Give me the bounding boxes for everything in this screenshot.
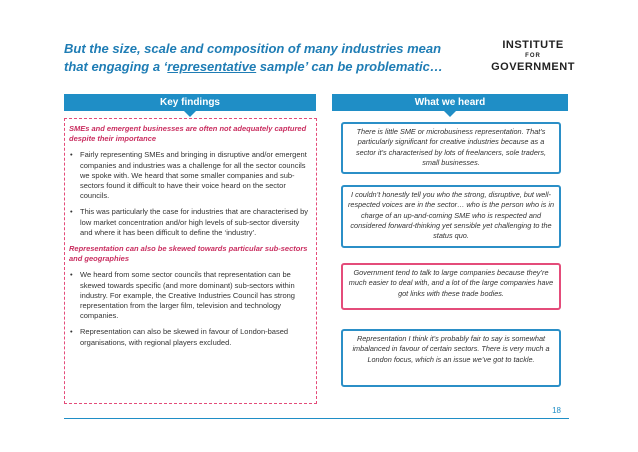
footer-divider xyxy=(64,418,569,419)
section-1-list xyxy=(69,150,312,238)
list-item: • Fairly representing SMEs and bringing in disruptive and/or emergent companies and industries was a challenge for all the sector councils we spoke with. We heard that some smaller companies and sub-sectors found it difficult to have their voice heard on the sector councils. xyxy=(69,150,312,201)
list-item: • Representation can also be skewed in favour of London-based organisations, with regional players excluded. xyxy=(69,327,312,347)
section-2-list xyxy=(69,270,312,347)
page-number: 18 xyxy=(552,406,561,415)
list-item: • This was particularly the case for industries that are characterised by low market concentration and/or high levels of sub-sector diversity and where it has been difficult to define the ‘industry’. xyxy=(69,207,312,238)
section-2-title: Representation can also be skewed towards particular sub-sectors and geographies xyxy=(69,244,308,264)
what-we-heard-header: What we heard xyxy=(332,94,568,111)
key-findings-panel xyxy=(64,118,317,404)
title-line-2 xyxy=(64,58,484,76)
section-1-title: SMEs and emergent businesses are often not adequately captured despite their importance xyxy=(69,124,307,144)
title-underlined-word: representative xyxy=(167,59,257,74)
institute-for-government-logo xyxy=(483,40,583,73)
logo-line-3: GOVERNMENT xyxy=(491,61,575,73)
list-item: • We heard from some sector councils that representation can be skewed towards specific (and more dominant) sub-sectors within industry. For example, the Creative Industries Council has strong representation from the larger film, television and technology companies. xyxy=(69,270,312,321)
title-line-1: But the size, scale and composition of many industries mean xyxy=(64,41,442,56)
title-line-2-end: sample’ can be problematic… xyxy=(256,59,443,74)
quote-box: I couldn’t honestly tell you who the strong, disruptive, but well-respected voices are in the sector… who is the person who is in charge of an up-and-coming SME who is respected and considered forward-thinking yet sensible yet challenging to the status quo. xyxy=(341,185,561,248)
quote-box: There is little SME or microbusiness representation. That’s particularly significant for creative industries because as a sector it’s characterised by lots of freelancers, sole traders, small businesses. xyxy=(341,122,561,174)
page-title xyxy=(64,40,484,76)
key-findings-header: Key findings xyxy=(64,94,316,111)
logo-line-2: FOR xyxy=(525,53,541,59)
quote-box: Government tend to talk to large companies because they’re much easier to deal with, and a lot of the large companies have got links with these trade bodies. xyxy=(341,263,561,310)
quote-box: Representation I think it’s probably fair to say is somewhat imbalanced in favour of certain sectors. There is very much a London focus, which is an issue we’ve got to tackle. xyxy=(341,329,561,387)
logo-line-1: INSTITUTE xyxy=(502,39,564,51)
title-line-2-start: that engaging a ‘ xyxy=(64,59,168,74)
